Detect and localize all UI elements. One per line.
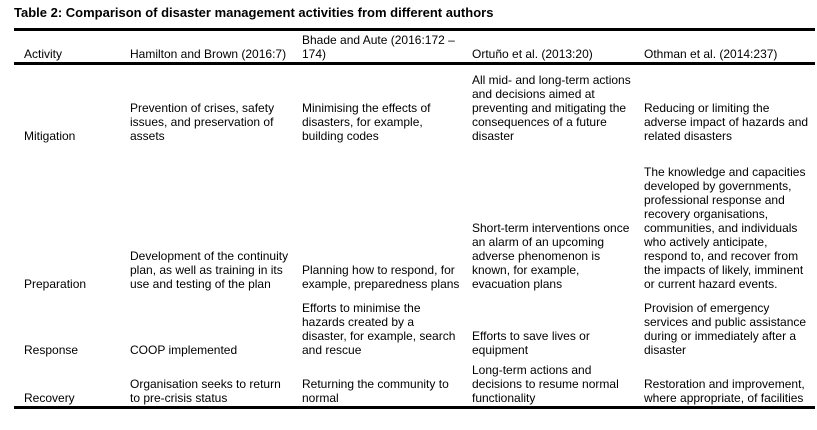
- activity-cell: Preparation: [24, 276, 87, 291]
- table-title: Table 2: Comparison of disaster management activities from different authors: [14, 5, 494, 20]
- table-row: [14, 144, 815, 292]
- table-row: [14, 292, 815, 358]
- table-cell: Short-term interventions once an alarm of an upcoming adverse phenomenon is known, for example, evacuation plans: [472, 220, 630, 291]
- table-cell: Efforts to minimise the hazards created by a disaster, for example, search and rescue: [302, 300, 456, 357]
- header-othman: Othman et al. (2014:237): [644, 47, 778, 61]
- activity-cell: Mitigation: [24, 128, 76, 143]
- header-ortuno: Ortuño et al. (2013:20): [472, 47, 593, 61]
- header-bhade-aute: Bhade and Aute (2016:172 –174): [302, 33, 455, 61]
- table-cell: Planning how to respond, for example, preparedness plans: [302, 262, 460, 291]
- table-cell: Minimising the effects of disasters, for example, building codes: [302, 100, 431, 143]
- activity-cell: Recovery: [24, 391, 75, 405]
- table-cell: Prevention of crises, safety issues, and preservation of assets: [130, 100, 275, 143]
- table-cell: Provision of emergency services and public assistance during or immediately after a disaster: [644, 300, 807, 357]
- table-cell: Long-term actions and decisions to resume normal functionality: [472, 363, 619, 405]
- table-cell: COOP implemented: [130, 342, 238, 357]
- comparison-table: [14, 28, 815, 409]
- table-cell: The knowledge and capacities developed by governments, professional response and recovery organisations, communities, and individuals who actively anticipate, respond to, and recover from the impacts of likely, imminent or current hazard events.: [644, 164, 806, 291]
- table-cell: Development of the continuity plan, as well as training in its use and testing of the plan: [130, 248, 289, 291]
- table-cell: Organisation seeks to return to pre-crisis status: [130, 377, 281, 405]
- header-hamilton-brown: Hamilton and Brown (2016:7): [130, 47, 287, 61]
- table-cell: Restoration and improvement, where appropriate, of facilities: [644, 377, 805, 405]
- header-activity: Activity: [24, 47, 63, 61]
- table-row: [14, 64, 815, 144]
- table-row: [14, 358, 815, 408]
- table-cell: Reducing or limiting the adverse impact of hazards and related disasters: [644, 100, 809, 143]
- header-row: [14, 30, 815, 64]
- table-cell: All mid- and long-term actions and decisions aimed at preventing and mitigating the consequences of a future disaster: [472, 72, 631, 143]
- table-cell: Returning the community to normal: [302, 377, 449, 405]
- activity-cell: Response: [24, 342, 79, 357]
- table-cell: Efforts to save lives or equipment: [472, 328, 590, 357]
